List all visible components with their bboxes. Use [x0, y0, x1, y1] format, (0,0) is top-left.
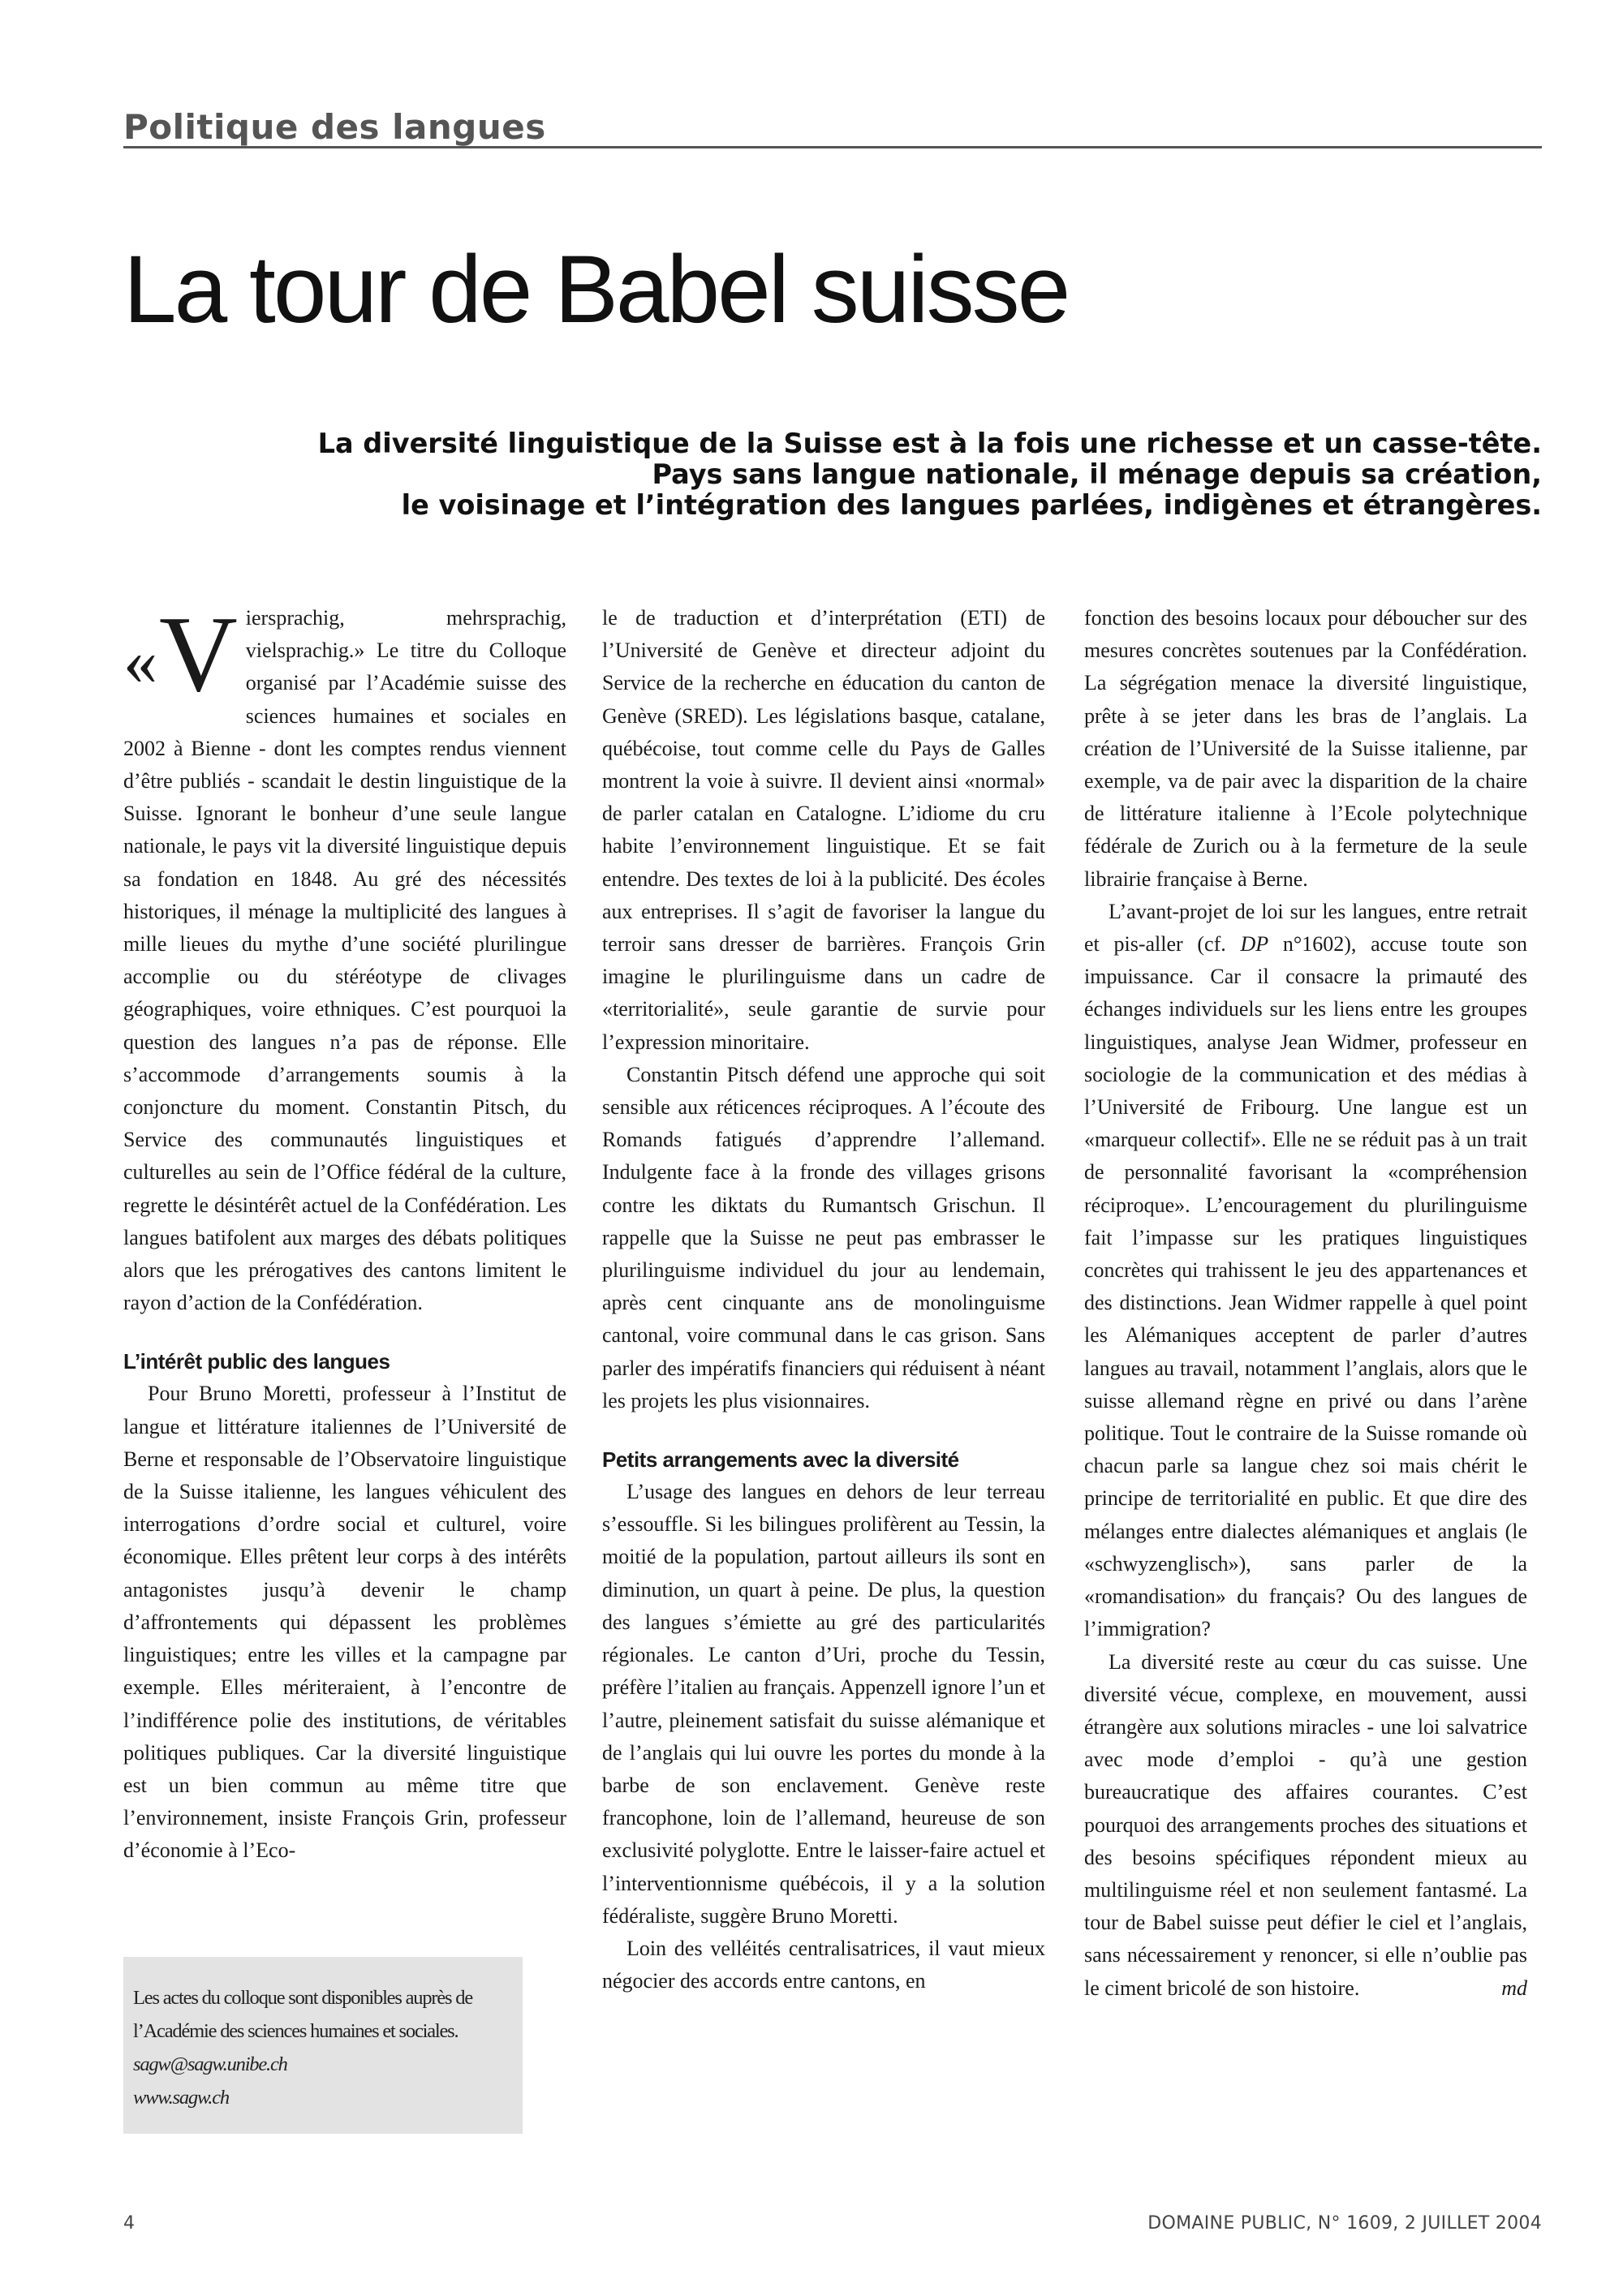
info-box: [123, 1957, 523, 2134]
text-run: n°1602), accuse toute son impuissance. Car il consacre la primauté des échanges individuels sur les liens entre les groupes linguistiques, analyse Jean Widmer, professeur en sociologie de la communication et des médias à l’Université de Fribourg. Une langue est un «marqueur collectif». Elle ne se réduit pas à un trait de personnalité favorisant la «compréhension réciproque». L’encouragement du plurilinguisme fait l’impasse sur les pratiques linguistiques concrètes qui trahissent le jeu des appartenances et des distinctions. Jean Widmer rappelle à quel point les Alémaniques acceptent de parler d’autres langues au travail, notamment l’anglais, alors que le suisse allemand règne en privé ou dans l’arène politique. Tout le contraire de la Suisse romande où chacun parle sa langue chez soi mais chérit le principe de territorialité en public. Et que dire des mélanges entre dialectes alémaniques et anglais (le «schwyzenglisch»), sans parler de la «romandisation» du français? Ou des langues de l’immigration?: [1084, 932, 1527, 1641]
paragraph: Constantin Pitsch défend une approche qui soit sensible aux réticences réciproques. A l’écoute des Romands fatigués d’apprendre l’allemand. Indulgente face à la fronde des villages grisons contre les diktats du Rumantsch Grischun. Il rappelle que la Suisse ne peut pas embrasser le plurilinguisme individuel du jour au lendemain, après cent cinquante ans de monolinguisme cantonal, voire communal dans le cas grison. Sans parler des impératifs financiers qui réduisent à néant les projets les plus visionnaires.: [602, 1062, 1045, 1412]
info-box-text: Les actes du colloque sont disponibles auprès de l’Académie des sciences humaines et sociales.: [133, 1987, 472, 2042]
contact-website[interactable]: www.sagw.ch: [133, 2087, 229, 2109]
paragraph: iersprachig, mehrsprachig, vielsprachig.» Le titre du Colloque organisé par l’Académie suisse des sciences humaines et sociales en 2002 à Bienne - dont les comptes rendus viennent d’être publiés - scandait le destin linguistique de la Suisse. Ignorant le bonheur d’une seule langue nationale, le pays vit la diversité linguistique depuis sa fondation en 1848. Au gré des nécessités historiques, il ménage la multiplicité des langues à mille lieues du mythe d’une société plurilingue accomplie ou du stéréotype de clivages géographiques, voire ethniques. C’est pourquoi la question des langues n’a pas de réponse. Elle s’accommode d’arrangements soumis à la conjoncture du moment. Constantin Pitsch, du Service des communautés linguistiques et culturelles au sein de l’Office fédéral de la culture, regrette le désintérêt actuel de la Confédération. Les langues batifolent aux marges des débats politiques alors que les prérogatives des cantons limitent le rayon d’action de la Confédération.: [123, 606, 566, 1315]
paragraph: [1084, 1646, 1527, 2005]
author-signature: md: [1501, 1976, 1527, 2000]
lead-line: La diversité linguistique de la Suisse est à la fois une richesse et un casse-tête.: [317, 428, 1542, 459]
drop-cap-letter: V: [159, 594, 238, 714]
column-1: [123, 594, 566, 1868]
drop-cap-quote: «: [123, 624, 157, 699]
contact-email[interactable]: sagw@sagw.unibe.ch: [133, 2053, 287, 2075]
section-header: [123, 104, 1542, 148]
subheading: L’intérêt public des langues: [123, 1349, 390, 1374]
column-3: [1084, 602, 1527, 2005]
article-title: La tour de Babel suisse: [123, 236, 1069, 343]
page-number: 4: [123, 2213, 135, 2234]
paragraph: L’usage des langues en dehors de leur terreau s’essouffle. Si les bilingues prolifèrent au Tessin, la moitié de la population, partout ailleurs ils sont en diminution, un quart à peine. De plus, la question des langues s’émiette au gré des particularités régionales. Le canton d’Uri, proche du Tessin, préfère l’italien au français. Appenzell ignore l’un et l’autre, pleinement satisfait du suisse alémanique et de l’anglais qui lui ouvre les portes du monde à la barbe de son enclavement. Genève reste francophone, loin de l’allemand, heureuse de son exclusivité polyglotte. Entre le laisser-faire actuel et l’interventionnisme québécois, il y a la solution fédéraliste, suggère Bruno Moretti.: [602, 1480, 1045, 1928]
paragraph: fonction des besoins locaux pour déboucher sur des mesures concrètes soutenues par la Confédération. La ségrégation menace la diversité linguistique, prête à se jeter dans les bras de l’anglais. La création de l’Université de la Suisse italienne, par exemple, va de pair avec la disparition de la chaire de littérature italienne à l’Ecole polytechnique fédérale de Zurich ou à la fermeture de la seule librairie française à Berne.: [1084, 606, 1527, 891]
article-lead: [243, 428, 1542, 521]
paragraph: [1084, 896, 1527, 1646]
publication-info: DOMAINE PUBLIC, N° 1609, 2 JUILLET 2004: [1147, 2213, 1542, 2234]
paragraph: le de traduction et d’interprétation (ETI) de l’Université de Genève et directeur adjoint du Service de la recherche en éducation du canton de Genève (SRED). Les législations basque, catalane, québécoise, tout comme celle du Pays de Galles montrent la voie à suivre. Il devient ainsi «normal» de parler catalan en Catalogne. L’idiome du cru habite l’environnement linguistique. Et se fait entendre. Des textes de loi à la publicité. Des écoles aux entreprises. Il s’agit de favoriser la langue du terroir sans dresser de barrières. François Grin imagine le plurilinguisme dans un cadre de «territorialité», seule garantie de survie pour l’expression minoritaire.: [602, 606, 1045, 1054]
column-2: [602, 602, 1045, 1997]
paragraph: Pour Bruno Moretti, professeur à l’Institut de langue et littérature italiennes de l’Université de Berne et responsable de l’Observatoire linguistique de la Suisse italienne, les langues véhiculent des interrogations d’ordre social et culturel, voire économique. Elles prêtent leur corps à des intérêts antagonistes jusqu’à devenir le champ d’affrontements qui dépassent les problèmes linguistiques; entre les villes et la campagne par exemple. Elles mériteraient, à l’encontre de l’indifférence polie des institutions, de véritables politiques publiques. Car la diversité linguistique est un bien commun au même titre que l’environnement, insiste François Grin, professeur d’économie à l’Eco-: [123, 1382, 566, 1863]
publication-abbrev: DP: [1240, 932, 1269, 957]
lead-line: le voisinage et l’intégration des langues parlées, indigènes et étrangères.: [401, 489, 1542, 521]
subheading: Petits arrangements avec la diversité: [602, 1447, 959, 1473]
text-run: L’avant-projet de loi sur les langues, entre retrait et pis-aller (cf.: [1084, 899, 1527, 957]
lead-line: Pays sans langue nationale, il ménage depuis sa création,: [652, 458, 1542, 490]
paragraph-text: La diversité reste au cœur du cas suisse. Une diversité vécue, complexe, en mouvement, aussi étrangère aux solutions miracles - une loi salvatrice avec mode d’emploi - qu’à une gestion bureaucratique des affaires courantes. C’est pourquoi des arrangements proches des situations et des besoins spécifiques répondent mieux au multilinguisme réel et non seulement fantasmé. La tour de Babel suisse peut défier le ciel et l’anglais, sans nécessairement y renoncer, si elle n’oublie pas le ciment bricolé de son histoire.: [1084, 1649, 1527, 2000]
drop-cap: [123, 594, 238, 727]
paragraph: Loin des velléités centralisatrices, il vaut mieux négocier des accords entre cantons, en: [602, 1936, 1045, 1993]
section-title: Politique des langues: [123, 107, 546, 147]
